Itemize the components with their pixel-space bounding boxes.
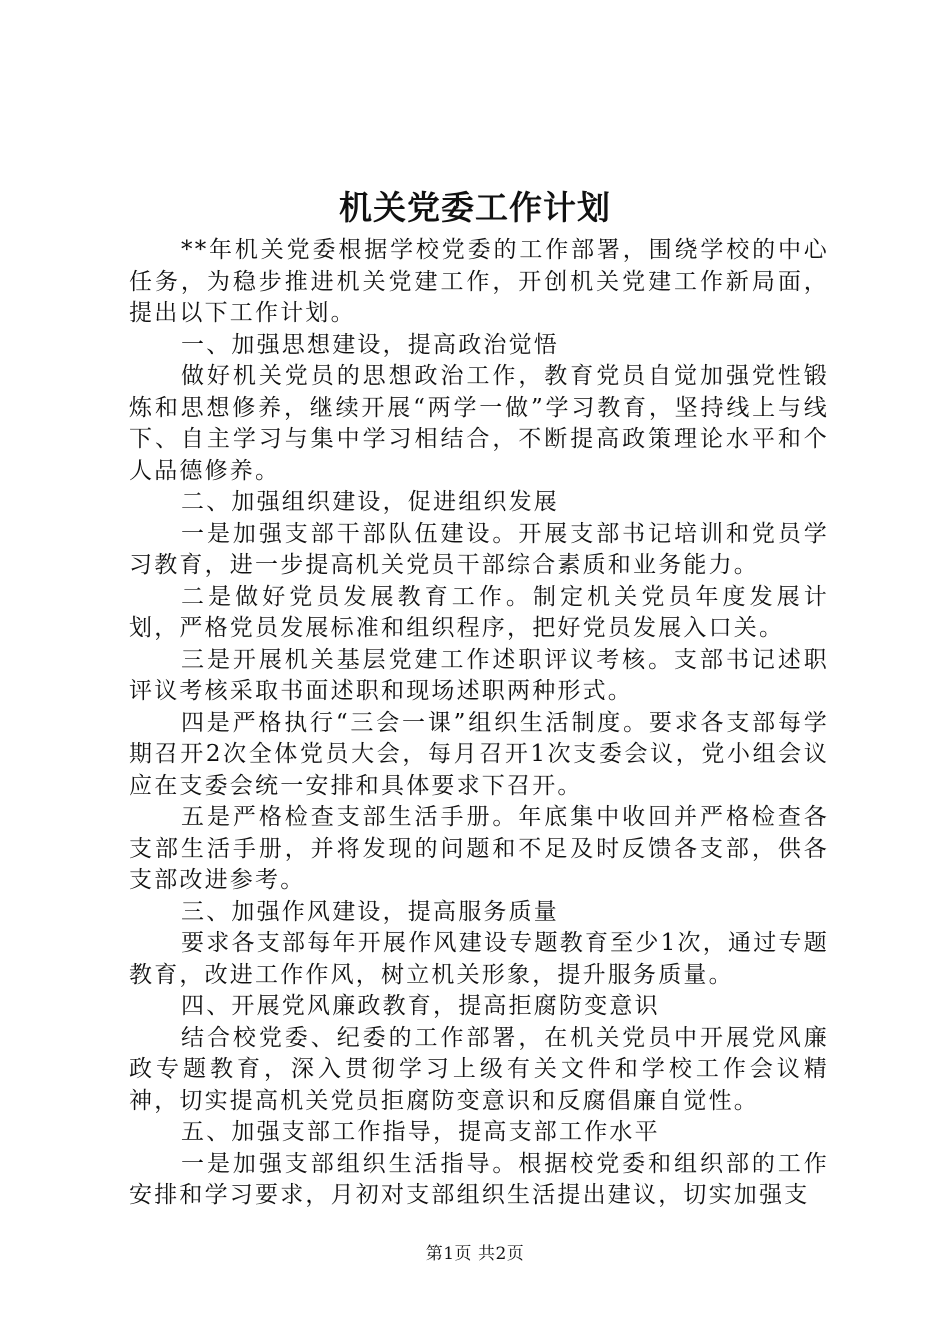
- document-title: 机关党委工作计划: [339, 188, 611, 227]
- paragraph-3: 要求各支部每年开展作风建设专题教育至少1次，通过专题教育，改进工作作风，树立机关形象，提升服务质量。: [129, 930, 829, 988]
- section-heading-2: 二、加强组织建设，促进组织发展: [181, 489, 559, 515]
- section-heading-4: 四、开展党风廉政教育，提高拒腐防变意识: [181, 993, 660, 1019]
- paragraph-intro: **年机关党委根据学校党委的工作部署，围绕学校的中心任务，为稳步推进机关党建工作，开创机关党建工作新局面，提出以下工作计划。: [129, 237, 829, 326]
- paragraph-2-2: 二是做好党员发展教育工作。制定机关党员年度发展计划，严格党员发展标准和组织程序，把好党员发展入口关。: [129, 583, 829, 641]
- page-footer: 第1页 共2页: [425, 1244, 525, 1264]
- section-heading-3: 三、加强作风建设，提高服务质量: [181, 898, 559, 925]
- paragraph-2-3: 三是开展机关基层党建工作述职评议考核。支部书记述职评议考核采取书面述职和现场述职两种形式。: [129, 646, 829, 704]
- paragraph-2-1: 一是加强支部干部队伍建设。开展支部书记培训和党员学习教育，进一步提高机关党员干部综合素质和业务能力。: [129, 520, 829, 578]
- section-heading-1: 一、加强思想建设，提高政治觉悟: [181, 331, 559, 358]
- paragraph-2-4: 四是严格执行“三会一课”组织生活制度。要求各支部每学期召开2次全体党员大会，每月召开1次支委会议，党小组会议应在支委会统一安排和具体要求下召开。: [129, 709, 829, 799]
- document-body: [129, 235, 829, 1212]
- paragraph-4: 结合校党委、纪委的工作部署，在机关党员中开展党风廉政专题教育，深入贯彻学习上级有关文件和学校工作会议精神，切实提高机关党员拒腐防变意识和反腐倡廉自觉性。: [129, 1024, 829, 1114]
- paragraph-2-5: 五是严格检查支部生活手册。年底集中收回并严格检查各支部生活手册，并将发现的问题和不足及时反馈各支部，供各支部改进参考。: [129, 804, 829, 893]
- paragraph-1: 做好机关党员的思想政治工作，教育党员自觉加强党性锻炼和思想修养，继续开展“两学一做”学习教育，坚持线上与线下、自主学习与集中学习相结合，不断提高政策理论水平和个人品德修养。: [129, 363, 829, 484]
- paragraph-5-1: 一是加强支部组织生活指导。根据校党委和组织部的工作安排和学习要求，月初对支部组织生活提出建议，切实加强支: [129, 1150, 829, 1208]
- section-heading-5: 五、加强支部工作指导，提高支部工作水平: [181, 1119, 660, 1145]
